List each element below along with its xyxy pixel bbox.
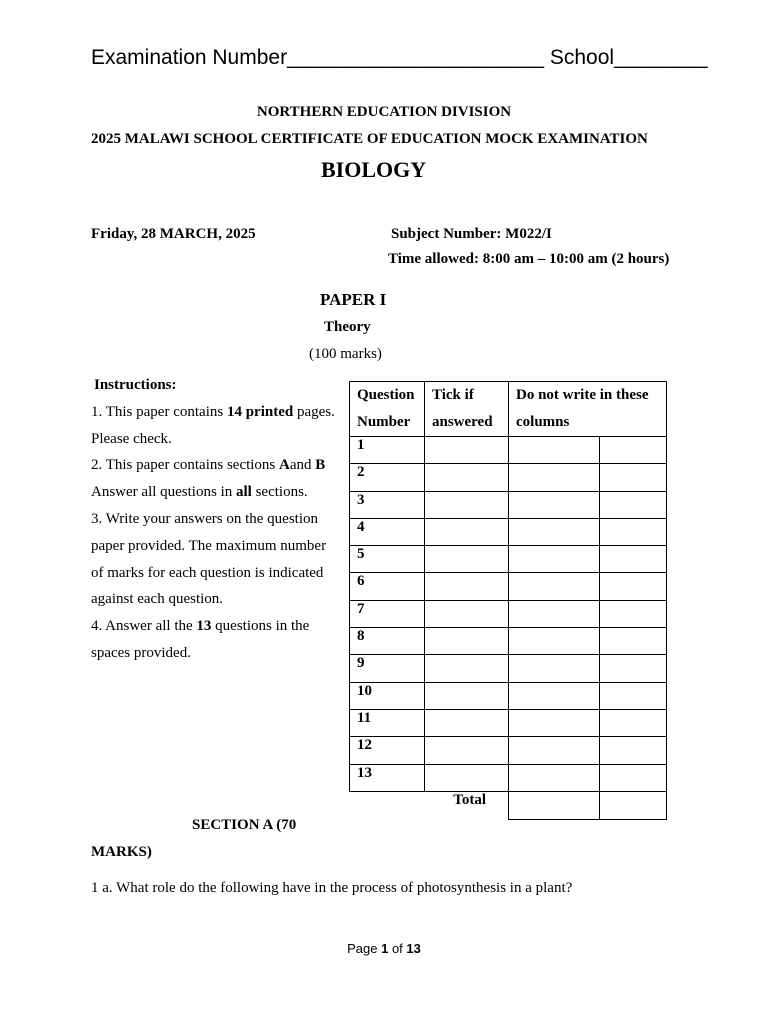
subject-title: BIOLOGY <box>321 157 427 182</box>
marks-cell-2[interactable] <box>600 600 667 627</box>
marks-cell-2[interactable] <box>600 437 667 464</box>
table-row <box>350 655 667 682</box>
marks-cell-1[interactable] <box>509 764 600 791</box>
marks-cell-1[interactable] <box>509 437 600 464</box>
marks-cell-2[interactable] <box>600 491 667 518</box>
question-number-cell: 8 <box>350 628 425 655</box>
division-title: NORTHERN EDUCATION DIVISION <box>256 104 512 120</box>
marks-cell-1[interactable] <box>509 682 600 709</box>
tick-cell[interactable] <box>425 464 509 491</box>
total-cell-2[interactable] <box>600 791 667 819</box>
marks-cell-1[interactable] <box>509 464 600 491</box>
table-row <box>350 491 667 518</box>
tick-cell[interactable] <box>425 764 509 791</box>
question-number-cell: 13 <box>350 764 425 791</box>
question-number-cell: 5 <box>350 546 425 573</box>
instruction-2: 2. This paper contains sections Aand B Answer all questions in all sections. <box>91 457 326 501</box>
total-label: Total <box>453 791 486 808</box>
question-number-cell: 11 <box>350 709 425 736</box>
instruction-1: 1. This paper contains 14 printed pages. Please check. <box>91 403 335 447</box>
marks-cell-2[interactable] <box>600 628 667 655</box>
marks-cell-2[interactable] <box>600 682 667 709</box>
marks-cell-1[interactable] <box>509 518 600 545</box>
question-number-cell: 1 <box>350 437 425 464</box>
marks-cell-1[interactable] <box>509 600 600 627</box>
exam-header-line <box>91 46 708 70</box>
question-number-cell: 9 <box>350 655 425 682</box>
marks-cell-1[interactable] <box>509 709 600 736</box>
marks-table <box>349 381 667 820</box>
marks-cell-1[interactable] <box>509 491 600 518</box>
table-header-row <box>350 382 667 437</box>
question-number-header: Question Number <box>350 382 425 437</box>
exam-number-label: Examination Number______________________ <box>91 46 545 69</box>
marks-cell-2[interactable] <box>600 464 667 491</box>
marks-cell-1[interactable] <box>509 655 600 682</box>
paper-type: Theory <box>324 319 371 335</box>
table-row <box>350 546 667 573</box>
marks-cell-1[interactable] <box>509 737 600 764</box>
tick-cell[interactable] <box>425 737 509 764</box>
marks-cell-1[interactable] <box>509 546 600 573</box>
tick-cell[interactable] <box>425 682 509 709</box>
marks-cell-2[interactable] <box>600 518 667 545</box>
tick-cell[interactable] <box>425 518 509 545</box>
table-row <box>350 518 667 545</box>
question-number-cell: 6 <box>350 573 425 600</box>
tick-cell[interactable] <box>425 600 509 627</box>
exam-date: Friday, 28 MARCH, 2025 <box>91 226 256 242</box>
marks-cell-1[interactable] <box>509 628 600 655</box>
table-row <box>350 709 667 736</box>
footer-of-word: of <box>388 941 407 956</box>
tick-cell[interactable] <box>425 709 509 736</box>
instructions-heading: Instructions: <box>94 377 177 393</box>
instructions-block <box>91 372 341 667</box>
tick-cell[interactable] <box>425 628 509 655</box>
tick-cell[interactable] <box>425 655 509 682</box>
total-row <box>350 791 667 819</box>
time-allowed: Time allowed: 8:00 am – 10:00 am (2 hours) <box>388 251 670 267</box>
question-number-cell: 10 <box>350 682 425 709</box>
instruction-3: 3. Write your answers on the question paper provided. The maximum number of marks for each question is indicated against each question. <box>91 510 327 608</box>
question-number-cell: 12 <box>350 737 425 764</box>
footer-page-word: Page <box>347 941 382 956</box>
tick-cell[interactable] <box>425 573 509 600</box>
footer-total-pages: 13 <box>406 941 421 956</box>
tick-if-answered-header: Tick if answered <box>425 382 509 437</box>
table-row <box>350 764 667 791</box>
marks-cell-2[interactable] <box>600 655 667 682</box>
question-1a-text: 1 a. What role do the following have in the process of photosynthesis in a plant? <box>91 880 573 896</box>
table-row <box>350 600 667 627</box>
table-row <box>350 437 667 464</box>
instruction-4: 4. Answer all the 13 questions in the spaces provided. <box>91 618 310 661</box>
school-label: School________ <box>549 46 708 69</box>
total-cell-1[interactable] <box>509 791 600 819</box>
section-a-title: SECTION A (70 <box>192 817 297 833</box>
tick-cell[interactable] <box>425 437 509 464</box>
question-number-cell: 3 <box>350 491 425 518</box>
marks-cell-2[interactable] <box>600 737 667 764</box>
table-row <box>350 682 667 709</box>
question-number-cell: 4 <box>350 518 425 545</box>
page-footer <box>0 941 768 956</box>
marks-cell-2[interactable] <box>600 764 667 791</box>
table-row <box>350 628 667 655</box>
do-not-write-header: Do not write in these columns <box>509 382 667 437</box>
marks-cell-2[interactable] <box>600 546 667 573</box>
footer-page-number: 1 <box>381 941 389 956</box>
question-number-cell: 7 <box>350 600 425 627</box>
section-a-marks: MARKS) <box>91 844 152 860</box>
marks-cell-1[interactable] <box>509 573 600 600</box>
subject-number: Subject Number: M022/I <box>391 226 552 242</box>
paper-title: PAPER I <box>320 290 387 309</box>
table-row <box>350 464 667 491</box>
exam-title: 2025 MALAWI SCHOOL CERTIFICATE OF EDUCATION MOCK EXAMINATION <box>91 131 648 147</box>
table-row <box>350 573 667 600</box>
question-number-cell: 2 <box>350 464 425 491</box>
table-row <box>350 737 667 764</box>
paper-marks: (100 marks) <box>309 346 382 362</box>
tick-cell[interactable] <box>425 546 509 573</box>
marks-cell-2[interactable] <box>600 709 667 736</box>
marks-cell-2[interactable] <box>600 573 667 600</box>
tick-cell[interactable] <box>425 491 509 518</box>
